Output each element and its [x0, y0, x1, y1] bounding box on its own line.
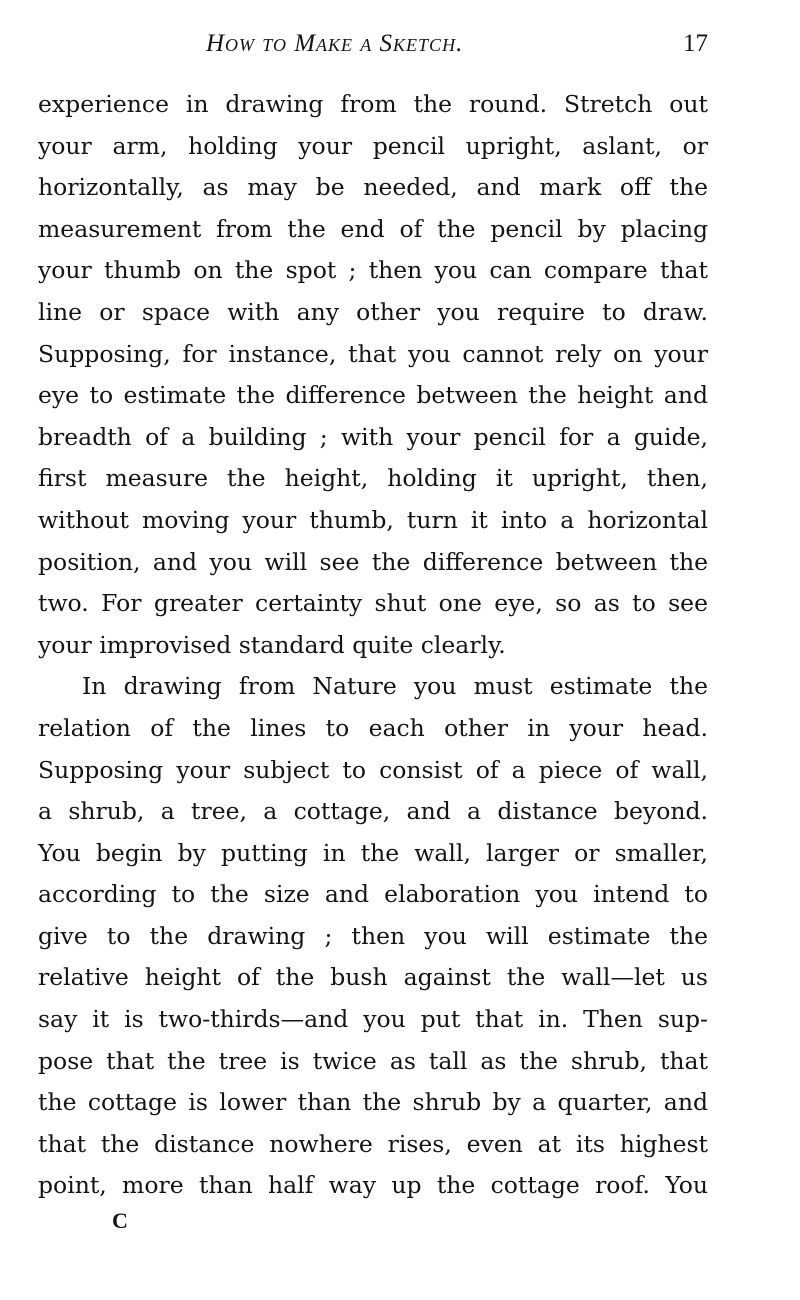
text-line: experience in drawing from the round. Stretch out: [38, 90, 708, 118]
text-line: In drawing from Nature you must estimate the: [82, 672, 708, 701]
text-line: that the distance nowhere rises, even at its highest: [38, 1129, 708, 1158]
text-line: your thumb on the spot ; then you can compare that: [38, 256, 708, 285]
running-title: How to Make a Sketch.: [206, 30, 464, 57]
text-line: relative height of the bush against the wall—let us: [38, 963, 708, 992]
paragraph-1: [38, 84, 708, 666]
text-line: the cottage is lower than the shrub by a quarter, and: [38, 1088, 708, 1117]
text-line: measurement from the end of the pencil by placing: [38, 214, 708, 243]
text-line: line or space with any other you require to draw.: [38, 297, 708, 326]
signature-mark: C: [112, 1208, 128, 1233]
text-line: point, more than half way up the cottage roof. You: [38, 1171, 708, 1200]
text-line: Supposing your subject to consist of a piece of wall,: [38, 755, 708, 784]
text-line: breadth of a building ; with your pencil for a guide,: [38, 422, 708, 451]
body-text: [38, 84, 708, 1207]
running-head: [38, 30, 708, 60]
text-line: your improvised standard quite clearly.: [38, 630, 506, 659]
page-number: 17: [683, 30, 708, 57]
text-line: horizontally, as may be needed, and mark off the: [38, 173, 708, 202]
text-line: according to the size and elaboration you intend to: [38, 880, 708, 909]
paragraph-2: [38, 666, 708, 1207]
text-line: without moving your thumb, turn it into a horizontal: [38, 505, 708, 534]
text-line: eye to estimate the difference between the height and: [38, 381, 708, 410]
text-line: You begin by putting in the wall, larger or smaller,: [38, 838, 708, 867]
text-line: first measure the height, holding it upright, then,: [38, 464, 708, 493]
text-line: position, and you will see the difference between the: [38, 547, 708, 576]
text-line: two. For greater certainty shut one eye, so as to see: [38, 589, 708, 618]
text-line: a shrub, a tree, a cottage, and a distance beyond.: [38, 797, 708, 826]
text-line: Supposing, for instance, that you cannot rely on your: [38, 339, 708, 368]
text-line: say it is two-thirds—and you put that in. Then sup-: [38, 1005, 708, 1034]
text-line: give to the drawing ; then you will estimate the: [38, 921, 708, 950]
text-line: relation of the lines to each other in your head.: [38, 713, 708, 742]
text-line: your arm, holding your pencil upright, aslant, or: [38, 131, 708, 160]
text-line: pose that the tree is twice as tall as the shrub, that: [38, 1046, 708, 1075]
